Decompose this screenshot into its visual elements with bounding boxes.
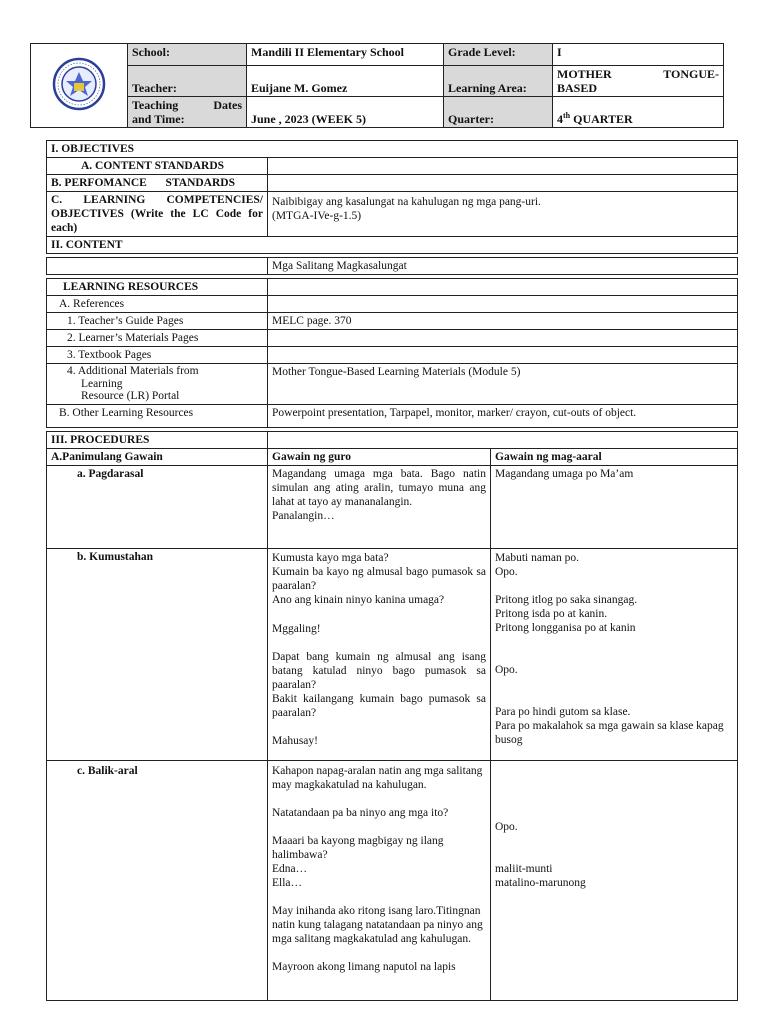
grade-label: Grade Level:	[444, 44, 553, 66]
resources-heading: LEARNING RESOURCES	[47, 279, 268, 296]
tg-label: 1. Teacher’s Guide Pages	[47, 313, 268, 330]
student-activity-header: Gawain ng mag-aaral	[491, 448, 738, 465]
competencies-label: C. LEARNING COMPETENCIES/ OBJECTIVES (Write the LC Code for each)	[47, 192, 268, 237]
header-table	[30, 43, 724, 128]
resources-heading-blank	[268, 279, 738, 296]
tg-value: MELC page. 370	[268, 313, 738, 330]
pagdarasal-student: Magandang umaga po Ma’am	[491, 465, 738, 548]
balik-aral-teacher: Kahapon napag-aralan natin ang mga salitang may magkakatulad na kahulugan. Natatandaan pa ba ninyo ang mga ito? Maaari ba kayong magbigay ng ilang halimbawa? Edna… Ella… May inihanda ako ritong isang laro.Titingnan natin kung talagang natatandaan pa ninyo ang mga salitang magkakatulad ang kahulugan. Mayroon akong limang naputol na lapis	[268, 760, 491, 1000]
lm-label: 2. Learner’s Materials Pages	[47, 330, 268, 347]
panimulang-gawain-label: A.Panimulang Gawain	[47, 448, 268, 465]
school-value: Mandili II Elementary School	[247, 44, 444, 66]
dates-value: June , 2023 (WEEK 5)	[247, 97, 444, 128]
kumustahan-student: Mabuti naman po. Opo. Pritong itlog po saka sinangag. Pritong isda po at kanin. Pritong longganisa po at kanin Opo. Para po hindi gutom sa klase. Para po makalahok sa mga gawain sa klase kapag busog	[491, 548, 738, 760]
kumustahan-teacher: Kumusta kayo mga bata? Kumain ba kayo ng almusal bago pumasok sa paaralan? Ano ang kinain ninyo kanina umaga? Mggaling! Dapat bang kumain ng almusal ang isang batang katulad ninyo bago pumasok sa paaralan? Bakit kailangang kumain bago pumasok sa paaralan? Mahusay!	[268, 548, 491, 760]
area-value: MOTHER TONGUE- BASED	[553, 66, 724, 97]
content-label-blank	[47, 258, 268, 275]
balik-aral-label: c. Balik-aral	[47, 760, 268, 1000]
school-label: School:	[128, 44, 247, 66]
lm-value	[268, 330, 738, 347]
quarter-value: 4th QUARTER	[553, 97, 724, 128]
additional-materials-label: 4. Additional Materials from Learning Resource (LR) Portal	[47, 364, 268, 405]
dates-label: Teaching Dates and Time:	[128, 97, 247, 128]
other-resources-value: Powerpoint presentation, Tarpapel, monitor, marker/ crayon, cut-outs of object.	[268, 404, 738, 427]
objectives-heading: I. OBJECTIVES	[47, 141, 738, 158]
procedures-heading: III. PROCEDURES	[47, 431, 268, 448]
grade-value: I	[553, 44, 724, 66]
lesson-plan-table	[46, 140, 738, 1001]
references-value	[268, 296, 738, 313]
area-label: Learning Area:	[444, 66, 553, 97]
additional-materials-value: Mother Tongue-Based Learning Materials (Module 5)	[268, 364, 738, 405]
competencies-value: Naibibigay ang kasalungat na kahulugan ng mga pang-uri. (MTGA-IVe-g-1.5)	[268, 192, 738, 237]
other-resources-label: B. Other Learning Resources	[47, 404, 268, 427]
content-value: Mga Salitang Magkasalungat	[268, 258, 738, 275]
content-heading: II. CONTENT	[47, 237, 738, 254]
performance-standards-value	[268, 175, 738, 192]
deped-seal-icon	[52, 57, 106, 111]
content-standards-label: A. CONTENT STANDARDS	[47, 158, 268, 175]
pagdarasal-label: a. Pagdarasal	[47, 465, 268, 548]
procedures-heading-blank	[268, 431, 738, 448]
references-label: A. References	[47, 296, 268, 313]
deped-logo-cell	[31, 44, 128, 128]
teacher-activity-header: Gawain ng guro	[268, 448, 491, 465]
performance-standards-label: B. PERFOMANCE STANDARDS	[47, 175, 268, 192]
quarter-label: Quarter:	[444, 97, 553, 128]
teacher-label: Teacher:	[128, 66, 247, 97]
content-standards-value	[268, 158, 738, 175]
teacher-value: Euijane M. Gomez	[247, 66, 444, 97]
tb-value	[268, 347, 738, 364]
kumustahan-label: b. Kumustahan	[47, 548, 268, 760]
balik-aral-student: Opo. maliit-munti matalino-marunong	[491, 760, 738, 1000]
pagdarasal-teacher: Magandang umaga mga bata. Bago natin simulan ang ating aralin, tumayo muna ang lahat at tayo ay mananalangin. Panalangin…	[268, 465, 491, 548]
tb-label: 3. Textbook Pages	[47, 347, 268, 364]
